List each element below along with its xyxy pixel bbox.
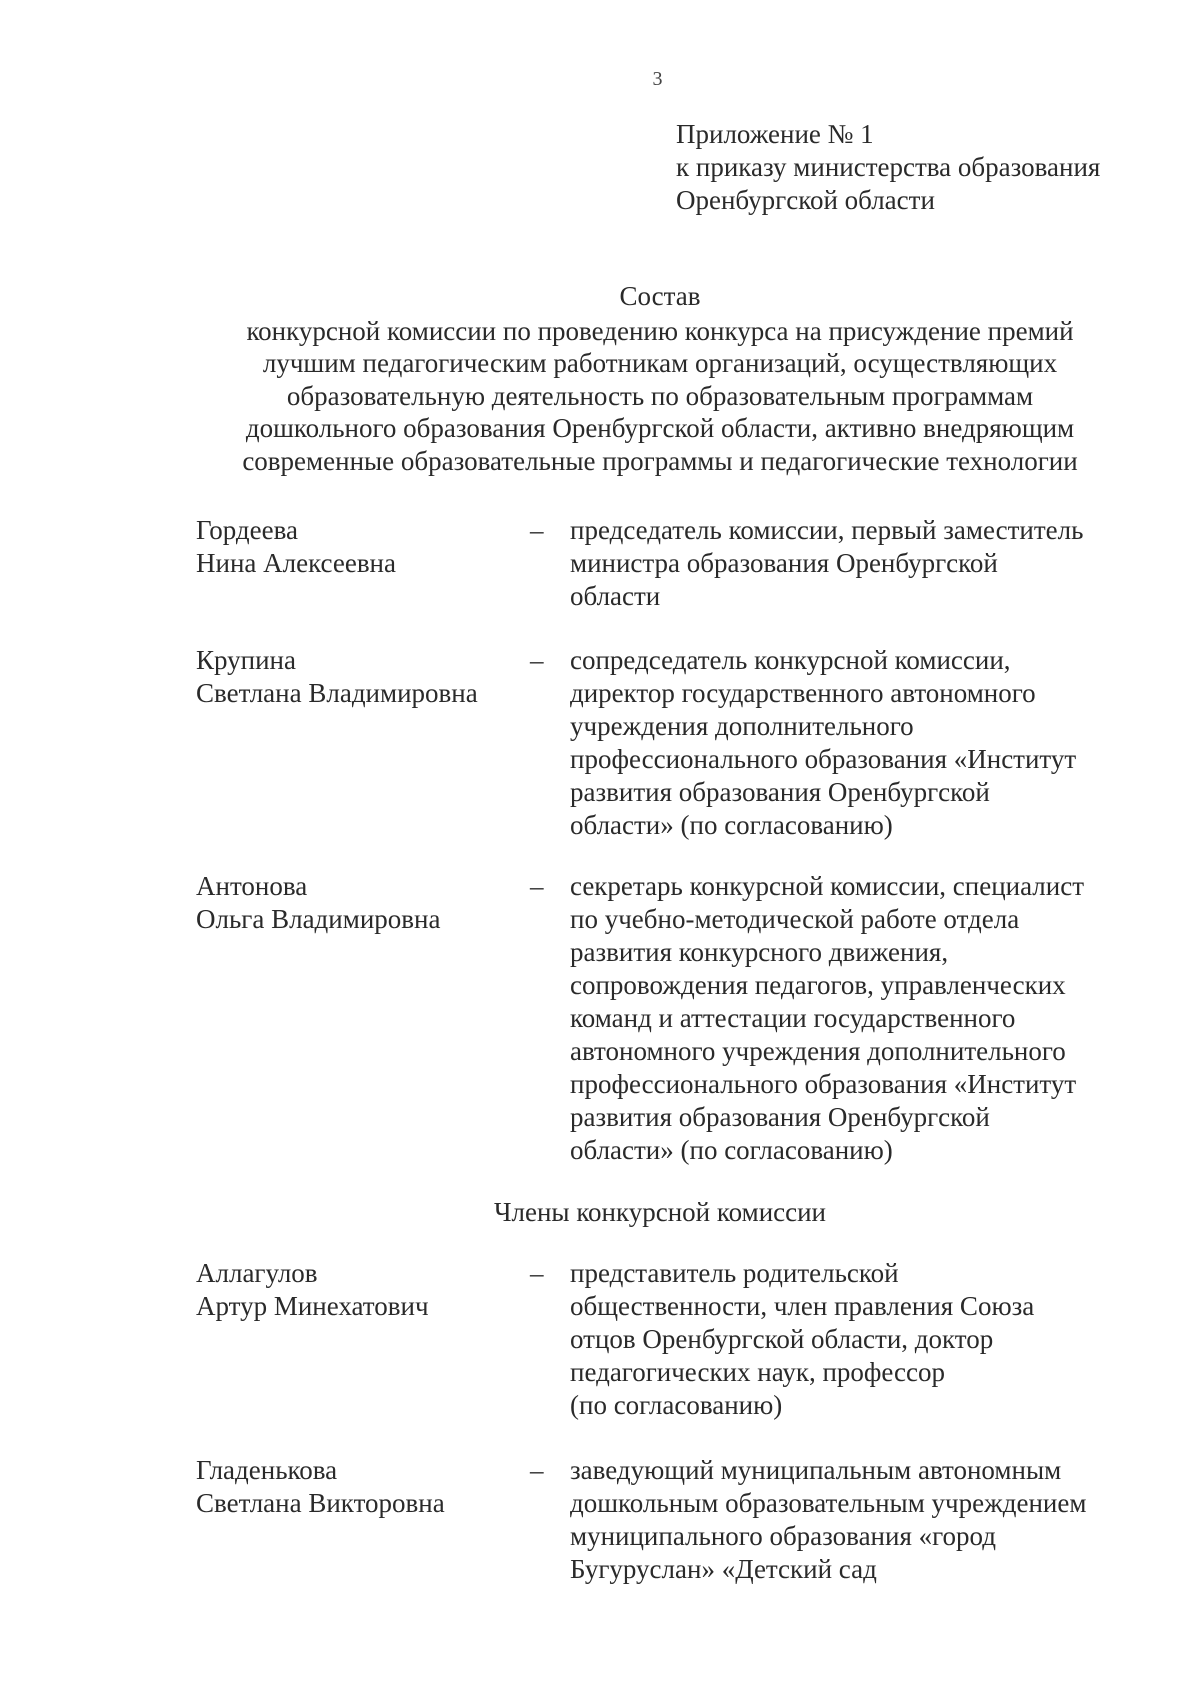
member-surname: Аллагулов (196, 1258, 318, 1288)
role-line: области» (по согласованию) (570, 1135, 893, 1165)
member-given-names: Нина Алексеевна (196, 548, 396, 578)
dash-separator: – (530, 1455, 544, 1485)
role-line: муниципального образования «город (570, 1521, 996, 1551)
title-line: современные образовательные программы и педагогические технологии (242, 445, 1078, 476)
title-heading: Состав (619, 281, 701, 311)
member-surname: Антонова (196, 871, 308, 901)
role-line: профессионального образования «Институт (570, 744, 1077, 774)
role-line: учреждения дополнительного (570, 711, 914, 741)
role-line: Бугуруслан» «Детский сад (570, 1554, 877, 1584)
role-line: области» (по согласованию) (570, 810, 893, 840)
member-given-names: Светлана Викторовна (196, 1488, 445, 1518)
appendix-line: Приложение № 1 (676, 119, 874, 149)
page-number: 3 (652, 68, 663, 90)
member-role (570, 1257, 1130, 1422)
role-line: (по согласованию) (570, 1390, 783, 1420)
appendix-line: к приказу министерства образования (676, 152, 1101, 182)
role-line: представитель родительской (570, 1258, 899, 1288)
role-line: автономного учреждения дополнительного (570, 1036, 1066, 1066)
dash-separator: – (530, 515, 544, 545)
role-line: профессионального образования «Институт (570, 1069, 1077, 1099)
role-line: команд и аттестации государственного (570, 1003, 1016, 1033)
role-line: министра образования Оренбургской (570, 548, 998, 578)
role-line: сопредседатель конкурсной комиссии, (570, 645, 1011, 675)
role-line: развития конкурсного движения, (570, 937, 949, 967)
member-surname: Крупина (196, 645, 296, 675)
role-line: секретарь конкурсной комиссии, специалист (570, 871, 1085, 901)
role-line: по учебно-методической работе отдела (570, 904, 1020, 934)
role-line: развития образования Оренбургской (570, 777, 990, 807)
role-line: директор государственного автономного (570, 678, 1036, 708)
role-line: сопровождения педагогов, управленческих (570, 970, 1066, 1000)
member-name (196, 1257, 516, 1323)
member-role (570, 1454, 1130, 1586)
title-line: лучшим педагогическим работникам организаций, осуществляющих (262, 348, 1058, 379)
role-line: педагогических наук, профессор (570, 1357, 946, 1387)
appendix-line: Оренбургской области (676, 185, 935, 215)
role-line: заведующий муниципальным автономным (570, 1455, 1062, 1485)
appendix-header (676, 118, 1100, 217)
member-name (196, 514, 516, 580)
member-given-names: Светлана Владимировна (196, 678, 478, 708)
title-line: конкурсной комиссии по проведению конкурса на присуждение премий (246, 315, 1074, 346)
dash-separator: – (530, 871, 544, 901)
role-line: области (570, 581, 661, 611)
member-role (570, 870, 1130, 1167)
document-title (150, 280, 1170, 478)
member-given-names: Ольга Владимировна (196, 904, 441, 934)
dash-separator: – (530, 645, 544, 675)
title-line: образовательную деятельность по образовательным программам (286, 380, 1034, 411)
member-role (570, 644, 1130, 842)
member-given-names: Артур Минехатович (196, 1291, 429, 1321)
members-heading: Члены конкурсной комиссии (493, 1197, 827, 1227)
role-line: общественности, член правления Союза (570, 1291, 1035, 1321)
member-name (196, 1454, 516, 1520)
role-line: развития образования Оренбургской (570, 1102, 990, 1132)
dash-separator: – (530, 1258, 544, 1288)
member-role (570, 514, 1130, 613)
member-name (196, 644, 516, 710)
title-line: дошкольного образования Оренбургской области, активно внедряющим (245, 413, 1075, 444)
member-surname: Гладенькова (196, 1455, 338, 1485)
role-line: отцов Оренбургской области, доктор (570, 1324, 994, 1354)
role-line: председатель комиссии, первый заместитель (570, 515, 1084, 545)
role-line: дошкольным образовательным учреждением (570, 1488, 1087, 1518)
member-surname: Гордеева (196, 515, 298, 545)
member-name (196, 870, 516, 936)
